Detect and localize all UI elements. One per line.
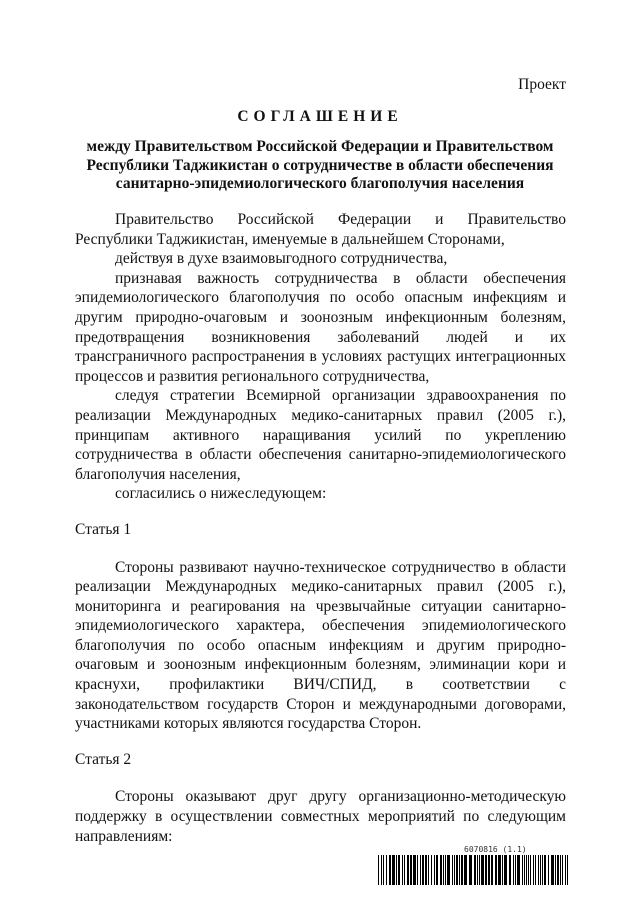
preamble-paragraph: следуя стратегии Всемирной организации здравоохранения по реализации Международных медико-санитарных правил (2005 г.), принципам активного наращивания усилий по укреплению сотрудничества в области обеспечения санитарно-эпидемиологического благополучия населения,: [75, 387, 566, 483]
article-heading: Статья 1: [75, 520, 132, 538]
barcode-block: [378, 845, 568, 889]
article-heading: Статья 2: [75, 750, 132, 768]
project-label: Проект: [518, 76, 566, 93]
subtitle-line: санитарно-эпидемиологического благополучия населения: [115, 175, 525, 192]
subtitle-line: Республики Таджикистан о сотрудничестве в области обеспечения: [86, 156, 554, 174]
barcode-image: [378, 855, 568, 885]
document-subtitle: [60, 138, 580, 194]
subtitle-line: между Правительством Российской Федерации и Правительством: [86, 138, 554, 155]
preamble-paragraph: Правительство Российской Федерации и Правительство Республики Таджикистан, именуемые в дальнейшем Сторонами,: [75, 211, 566, 248]
preamble-paragraph: признавая важность сотрудничества в области обеспечения эпидемиологического благополучия по особо опасным инфекциям и другим природно-очаговым и зоонозным инфекционным болезням, предотвращения возникновения заболеваний людей и их трансграничного распространения в условиях растущих интеграционных процессов и развития регионального сотрудничества,: [75, 269, 566, 385]
article-text: Стороны оказывают друг другу организационно-методическую поддержку в осуществлении совместных мероприятий по следующим направлениям:: [75, 788, 566, 845]
preamble-paragraph: действуя в духе взаимовыгодного сотрудничества,: [115, 250, 448, 268]
barcode-code: 6070816 (1.1): [464, 845, 527, 854]
document-title: СОГЛАШЕНИЕ: [237, 108, 403, 125]
article-text: Стороны развивают научно-техническое сотрудничество в области реализации Международных медико-санитарных правил (2005 г.), мониторинга и реагирования на чрезвычайные ситуации санитарно-эпидемиологического характера, обеспечения эпидемиологического благополучия по особо опасным инфекциям и другим природно-очаговым и зоонозным инфекционным болезням, элиминации кори и краснухи, профилактики ВИЧ/СПИД, в соответствии с законодательством государств Сторон и международными договорами, участниками которых являются государства Сторон.: [75, 558, 566, 733]
preamble-paragraph: согласились о нижеследующем:: [115, 485, 327, 503]
document-body: [75, 210, 566, 846]
